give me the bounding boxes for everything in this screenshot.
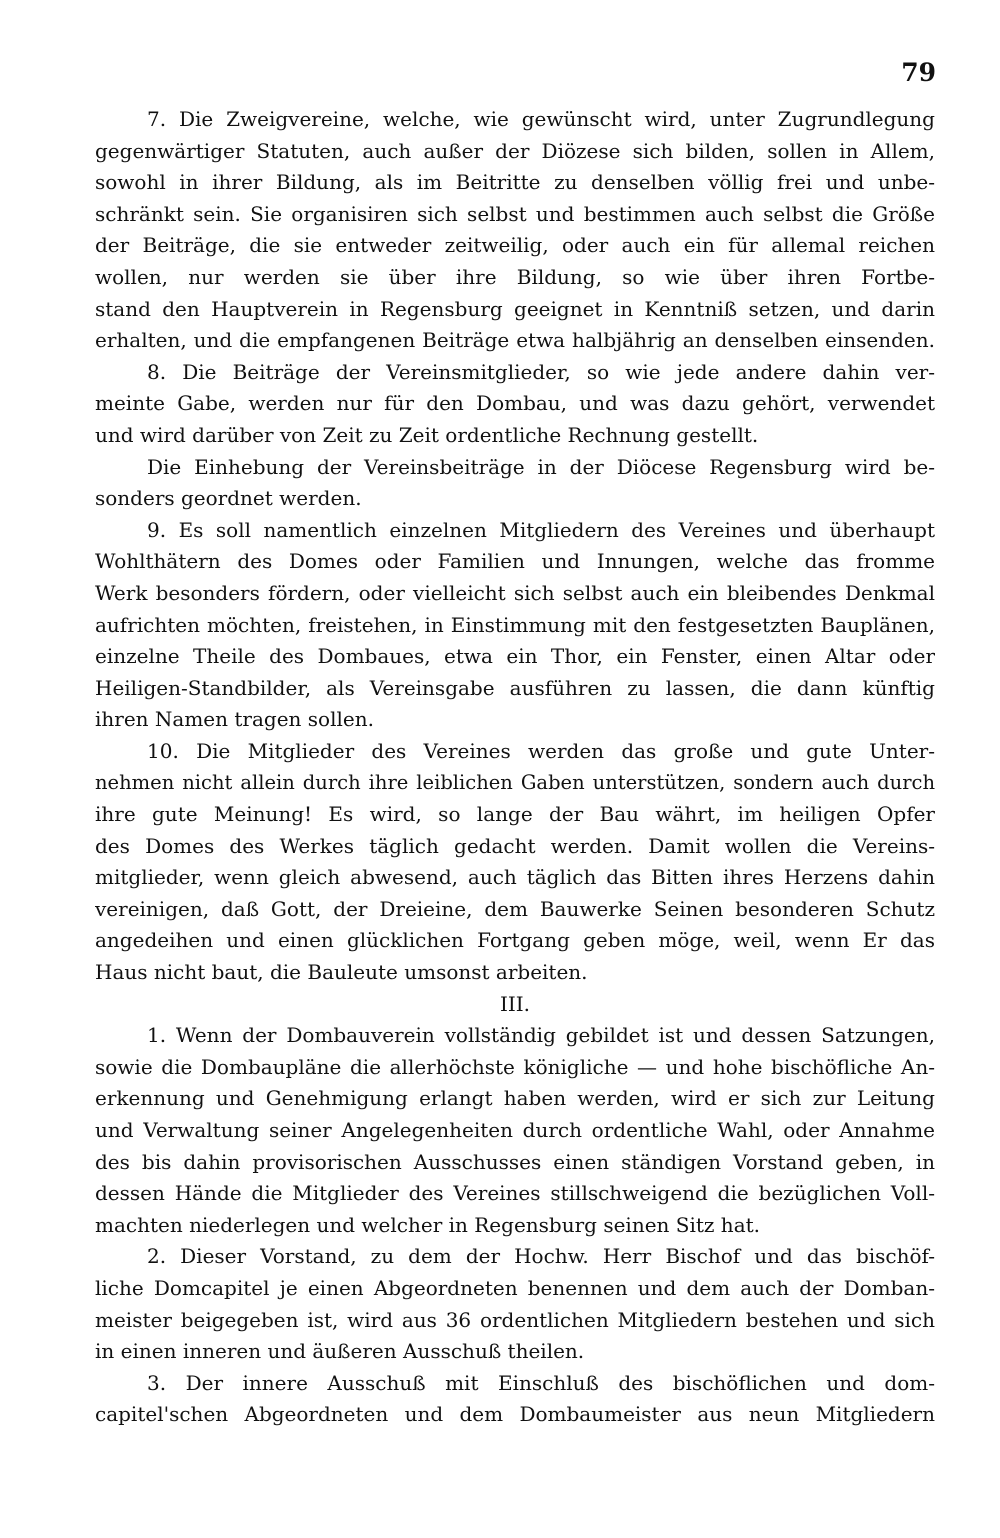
text-line: des Domes des Werkes täglich gedacht werden. Damit wollen die Vereins- <box>95 833 935 858</box>
text-line: erkennung und Genehmigung erlangt haben werden, wird er sich zur Leitung <box>95 1086 935 1111</box>
text-line: schränkt sein. Sie organisiren sich selbst und bestimmen auch selbst die Größe <box>95 201 935 226</box>
text-line: sonders geordnet werden. <box>95 486 362 511</box>
text-line: liche Domcapitel je einen Abgeordneten benennen und dem auch der Domban- <box>95 1275 935 1300</box>
text-line: 9. Es soll namentlich einzelnen Mitgliedern des Vereines und überhaupt <box>147 517 935 542</box>
text-line: mitglieder, wenn gleich abwesend, auch täglich das Bitten ihres Herzens dahin <box>95 865 935 890</box>
text-line: dessen Hände die Mitglieder des Vereines stillschweigend die bezüglichen Voll- <box>95 1181 935 1206</box>
text-line: des bis dahin provisorischen Ausschusses einen ständigen Vorstand geben, in <box>95 1149 935 1174</box>
text-line: 7. Die Zweigvereine, welche, wie gewünscht wird, unter Zugrundlegung <box>147 107 935 131</box>
body-text <box>95 104 935 1431</box>
text-line: Die Einhebung der Vereinsbeiträge in der Diöcese Regensburg wird be- <box>147 454 935 479</box>
text-line: und Verwaltung seiner Angelegenheiten durch ordentliche Wahl, oder Annahme <box>95 1118 935 1142</box>
text-line: erhalten, und die empfangenen Beiträge etwa halbjährig an denselben einsenden. <box>95 328 935 353</box>
text-line: und wird darüber von Zeit zu Zeit ordentliche Rechnung gestellt. <box>95 422 759 447</box>
text-line: ihren Namen tragen sollen. <box>95 707 374 732</box>
text-line: ihre gute Meinung! Es wird, so lange der Bau währt, im heiligen Opfer <box>95 802 935 827</box>
text-line: angedeihen und einen glücklichen Fortgang geben möge, weil, wenn Er das <box>95 928 935 953</box>
text-line: stand den Hauptverein in Regensburg geeignet in Kenntniß setzen, und darin <box>95 296 935 321</box>
text-line: gegenwärtiger Statuten, auch außer der Diözese sich bilden, sollen in Allem, <box>95 138 935 163</box>
text-line: Heiligen-Standbilder, als Vereinsgabe ausführen zu lassen, die dann künftig <box>95 675 935 700</box>
text-line: sowohl in ihrer Bildung, als im Beitritte zu denselben völlig frei und unbe- <box>95 170 935 195</box>
text-line: machten niederlegen und welcher in Regensburg seinen Sitz hat. <box>95 1212 761 1237</box>
text-line: 1. Wenn der Dombauverein vollständig gebildet ist und dessen Satzungen, <box>147 1023 935 1048</box>
text-line: wollen, nur werden sie über ihre Bildung, so wie über ihren Fortbe- <box>95 264 935 289</box>
text-line: aufrichten möchten, freistehen, in Einstimmung mit den festgesetzten Bauplänen, <box>95 612 935 637</box>
text-line: in einen inneren und äußeren Ausschuß theilen. <box>95 1339 585 1364</box>
text-line: capitel'schen Abgeordneten und dem Dombaumeister aus neun Mitgliedern <box>95 1402 935 1427</box>
text-line: meister beigegeben ist, wird aus 36 ordentlichen Mitgliedern bestehen und sich <box>95 1307 935 1332</box>
text-line: der Beiträge, die sie entweder zeitweilig, oder auch ein für allemal reichen <box>95 233 935 258</box>
page-number: 79 <box>901 58 936 87</box>
text-line: meinte Gabe, werden nur für den Dombau, und was dazu gehört, verwendet <box>95 391 935 416</box>
text-line: Werk besonders fördern, oder vielleicht sich selbst auch ein bleibendes Denkmal <box>95 580 935 605</box>
text-line: Haus nicht baut, die Bauleute umsonst arbeiten. <box>95 960 588 985</box>
section-heading: III. <box>499 991 531 1016</box>
text-line: Wohlthätern des Domes oder Familien und Innungen, welche das fromme <box>95 549 935 574</box>
text-line: vereinigen, daß Gott, der Dreieine, dem Bauwerke Seinen besonderen Schutz <box>95 896 935 921</box>
text-line: 8. Die Beiträge der Vereinsmitglieder, so wie jede andere dahin ver- <box>147 359 935 384</box>
text-line: 2. Dieser Vorstand, zu dem der Hochw. Herr Bischof und das bischöf- <box>147 1244 935 1269</box>
text-line: sowie die Dombaupläne die allerhöchste königliche — und hohe bischöfliche An- <box>95 1054 935 1079</box>
text-line: nehmen nicht allein durch ihre leiblichen Gaben unterstützen, sondern auch durch <box>95 771 935 795</box>
text-line: 3. Der innere Ausschuß mit Einschluß des bischöflichen und dom- <box>147 1370 935 1395</box>
text-line: 10. Die Mitglieder des Vereines werden das große und gute Unter- <box>147 738 935 763</box>
text-line: einzelne Theile des Dombaues, etwa ein Thor, ein Fenster, einen Altar oder <box>95 644 935 669</box>
